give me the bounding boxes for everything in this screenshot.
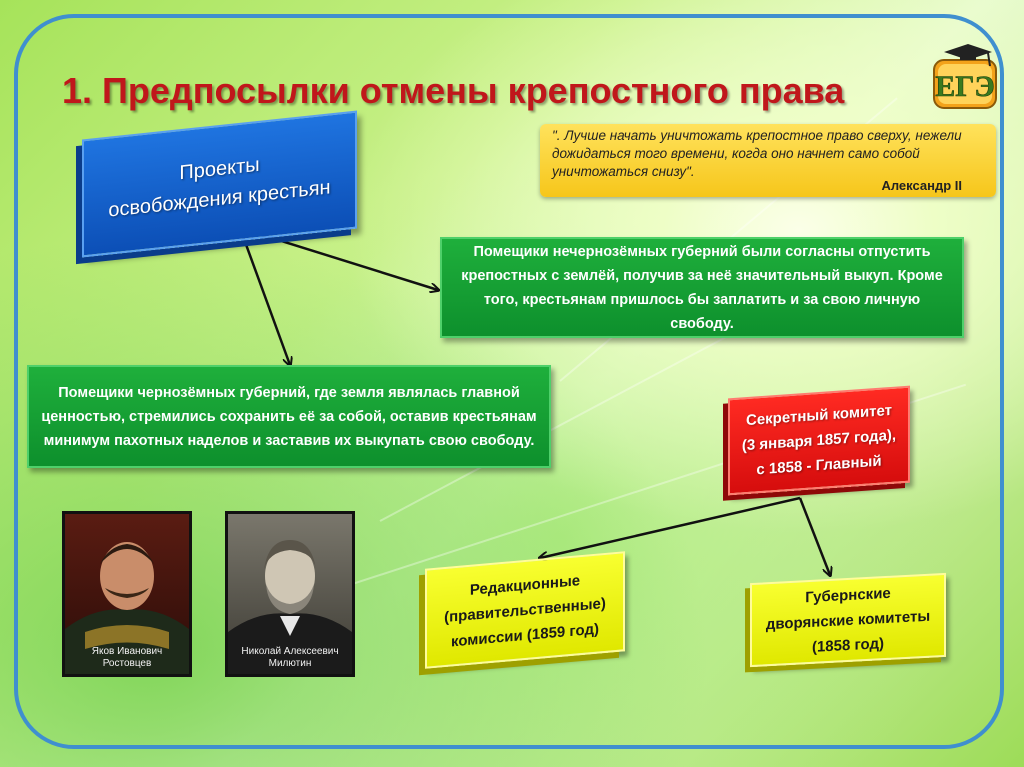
page-title: 1. Предпосылки отмены крепостного права [62, 70, 845, 111]
portrait-milyutin [225, 511, 355, 677]
black-earth-box [27, 365, 551, 468]
arrow-to-provincial [800, 498, 830, 575]
portrait-caption [228, 646, 352, 670]
secret-committee-line2: (3 января 1857 года), [741, 426, 897, 455]
portrait-rostovtsev [62, 511, 192, 677]
secret-committee-line3: с 1858 - Главный [756, 452, 882, 479]
projects-line2: освобождения крестьян [108, 176, 331, 222]
editorial-line3: комиссии (1859 год) [451, 620, 599, 650]
non-black-earth-box [440, 237, 964, 338]
projects-line1: Проекты [179, 153, 260, 185]
provincial-committees-box [750, 573, 946, 667]
rostovtsev-name2: Ростовцев [102, 658, 152, 669]
arrow-to-editorial [540, 498, 800, 558]
editorial-commissions-box [425, 551, 625, 668]
provincial-line3: (1858 год) [811, 634, 885, 656]
secret-committee-box [728, 386, 910, 496]
editorial-line1: Редакционные [469, 571, 581, 599]
provincial-line1: Губернские [805, 584, 891, 606]
editorial-line2: (правительственные) [444, 594, 606, 626]
secret-committee-line1: Секретный комитет [745, 401, 893, 430]
black-earth-text: Помещики чернозёмных губерний, где земля являлась главной ценностью, стремились сохранить её за собой, оставив крестьянам минимум пахотных наделов и заставив их выкупать свою свободу. [41, 384, 537, 449]
quote-author: Александр II [881, 178, 962, 193]
portrait-caption [65, 646, 189, 670]
logo-letters: ЕГЭ [935, 70, 995, 103]
quote-text: ". Лучше начать уничтожать крепостное право сверху, нежели дожидаться того времени, когда оно начнет само собой уничтожаться снизу". [552, 128, 962, 179]
rostovtsev-name1: Яков Иванович [91, 646, 163, 657]
arrow-to-black-earth [240, 228, 290, 365]
provincial-line2: дворянские комитеты [765, 607, 931, 633]
non-black-earth-text: Помещики нечернозёмных губерний были согласны отпустить крепостных с землёй, получив за неё значительный выкуп. Кроме того, крестьянам пришлось бы заплатить и за свою личную свободу. [461, 243, 943, 332]
milyutin-name1: Николай Алексеевич [241, 646, 339, 657]
milyutin-name2: Милютин [268, 658, 312, 669]
